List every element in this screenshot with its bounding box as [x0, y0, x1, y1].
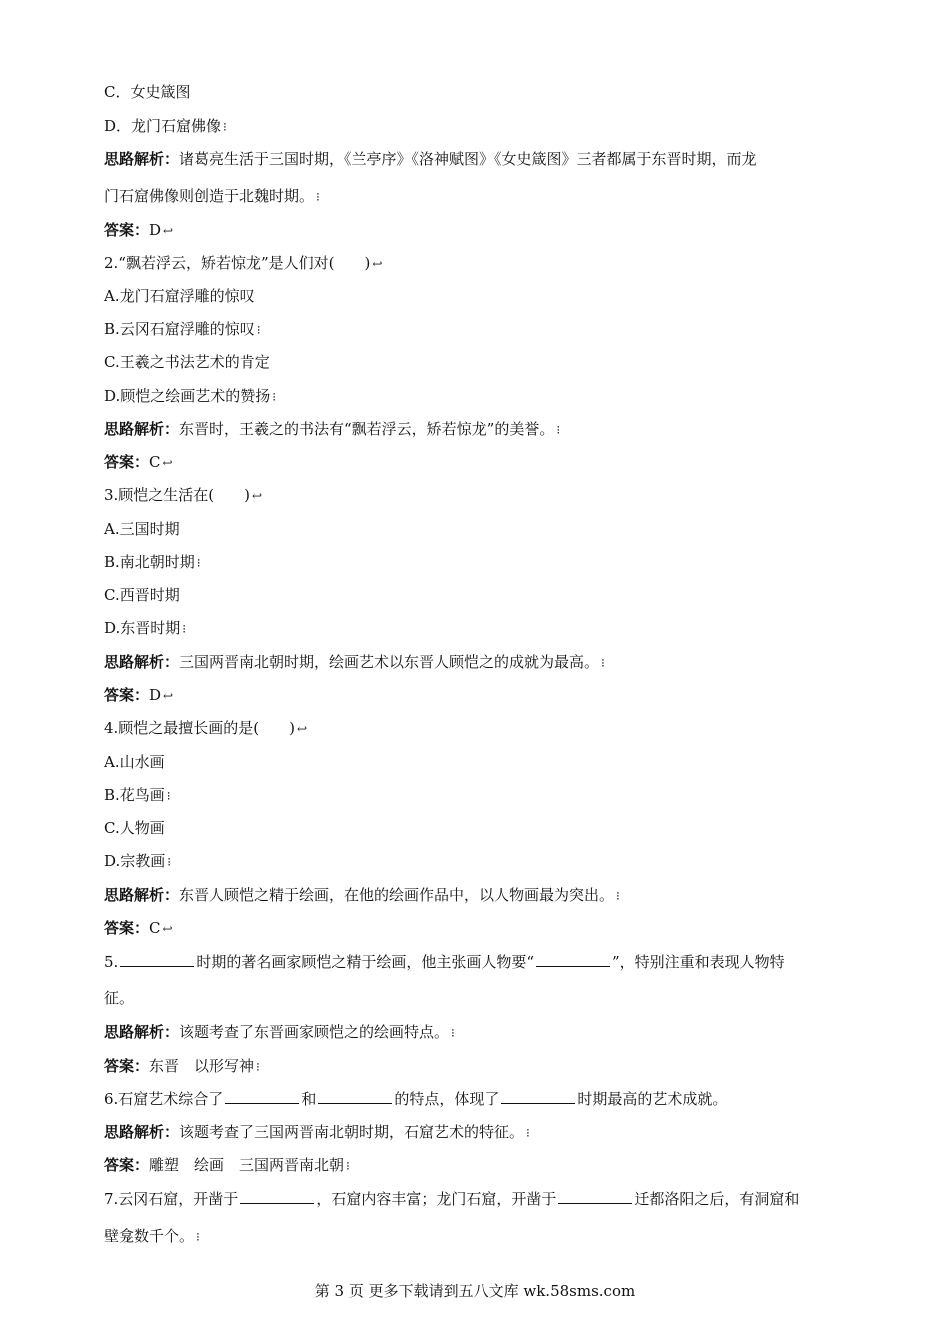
- return-mark-icon: ↩: [252, 489, 263, 503]
- paragraph-mark-icon: ⁝: [451, 1026, 455, 1040]
- q6-stem: 6.石窟艺术综合了 和 的特点，体现了 时期最高的艺术成就。: [104, 1090, 728, 1108]
- answer-blank[interactable]: [558, 1189, 632, 1204]
- q7-stem: 7.云冈石窟，开凿于 ，石窟内容丰富；龙门石窟，开凿于 迁都洛阳之后，有洞窟和: [104, 1190, 800, 1208]
- q3-option-b: B.南北朝时期 ⁝: [104, 553, 201, 571]
- q1-answer: 答案：D ↩: [104, 221, 174, 239]
- q2-answer: 答案：C ↩: [104, 453, 173, 471]
- q2-option-b: B.云冈石窟浮雕的惊叹 ⁝: [104, 320, 261, 338]
- q6-analysis: 思路解析：该题考查了三国两晋南北朝时期，石窟艺术的特征。 ⁝: [104, 1123, 530, 1141]
- q3-option-c: C.西晋时期: [104, 586, 180, 604]
- paragraph-mark-icon: ⁝: [223, 120, 227, 134]
- paragraph-mark-icon: ⁝: [556, 423, 561, 437]
- paragraph-mark-icon: ⁝: [196, 1230, 200, 1244]
- answer-blank[interactable]: [318, 1089, 392, 1104]
- paragraph-mark-icon: ⁝: [316, 190, 320, 204]
- q3-option-d: D.东晋时期 ⁝: [104, 619, 187, 637]
- q4-option-d: D.宗教画 ⁝: [104, 852, 172, 870]
- q4-option-c: C.人物画: [104, 819, 165, 837]
- q2-option-c: C.王羲之书法艺术的肯定: [104, 353, 270, 371]
- answer-blank[interactable]: [240, 1189, 314, 1204]
- paragraph-mark-icon: ⁝: [182, 622, 187, 636]
- paragraph-mark-icon: ⁝: [526, 1126, 530, 1140]
- q5-analysis: 思路解析：该题考查了东晋画家顾恺之的绘画特点。 ⁝: [104, 1023, 455, 1041]
- paragraph-mark-icon: ⁝: [196, 556, 201, 570]
- q7-stem-cont: 壁龛数千个。 ⁝: [104, 1227, 200, 1245]
- q2-option-d: D.顾恺之绘画艺术的赞扬 ⁝: [104, 387, 277, 405]
- return-mark-icon: ↩: [163, 689, 174, 703]
- q4-option-b: B.花鸟画 ⁝: [104, 786, 171, 804]
- q2-option-a: A.龙门石窟浮雕的惊叹: [104, 287, 255, 305]
- q1-option-d: D．龙门石窟佛像 ⁝: [104, 117, 227, 135]
- q4-answer: 答案：C ↩: [104, 919, 173, 937]
- paragraph-mark-icon: ⁝: [616, 889, 620, 903]
- q3-answer: 答案：D ↩: [104, 686, 174, 704]
- answer-blank[interactable]: [225, 1089, 299, 1104]
- q6-answer: 答案：雕塑 绘画 三国两晋南北朝 ⁝: [104, 1156, 350, 1174]
- q1-analysis-cont: 门石窟佛像则创造于北魏时期。 ⁝: [104, 187, 320, 205]
- paragraph-mark-icon: ⁝: [272, 390, 277, 404]
- return-mark-icon: ↩: [372, 257, 383, 271]
- q5-answer: 答案：东晋 以形写神 ⁝: [104, 1057, 260, 1075]
- paragraph-mark-icon: ⁝: [601, 656, 605, 670]
- q4-option-a: A.山水画: [104, 753, 165, 771]
- return-mark-icon: ↩: [163, 224, 174, 238]
- page-footer: 第 3 页 更多下载请到五八文库 wk.58sms.com: [314, 1282, 636, 1300]
- return-mark-icon: ↩: [162, 922, 173, 936]
- return-mark-icon: ↩: [162, 456, 173, 470]
- answer-blank[interactable]: [536, 952, 610, 967]
- q2-analysis: 思路解析：东晋时，王羲之的书法有“飘若浮云，矫若惊龙”的美誉。 ⁝: [104, 420, 561, 438]
- q1-option-c: C．女史箴图: [104, 83, 191, 101]
- q5-stem-cont: 征。: [104, 989, 135, 1007]
- q4-analysis: 思路解析：东晋人顾恺之精于绘画，在他的绘画作品中，以人物画最为突出。 ⁝: [104, 886, 620, 904]
- paragraph-mark-icon: ⁝: [166, 789, 171, 803]
- q2-stem: 2.“飘若浮云，矫若惊龙”是人们对( ) ↩: [104, 254, 383, 272]
- answer-blank[interactable]: [501, 1089, 575, 1104]
- return-mark-icon: ↩: [297, 722, 308, 736]
- q4-stem: 4.顾恺之最擅长画的是( ) ↩: [104, 719, 308, 737]
- q5-stem: 5. 时期的著名画家顾恺之精于绘画，他主张画人物要“ ”，特别注重和表现人物特: [104, 953, 785, 971]
- paragraph-mark-icon: ⁝: [346, 1159, 350, 1173]
- q3-stem: 3.顾恺之生活在( ) ↩: [104, 486, 263, 504]
- q1-analysis: 思路解析：诸葛亮生活于三国时期，《兰亭序》《洛神赋图》《女史箴图》三者都属于东晋时期，而龙: [104, 150, 757, 168]
- paragraph-mark-icon: ⁝: [256, 1060, 260, 1074]
- q3-option-a: A.三国时期: [104, 520, 180, 538]
- q3-analysis: 思路解析：三国两晋南北朝时期，绘画艺术以东晋人顾恺之的成就为最高。 ⁝: [104, 653, 605, 671]
- paragraph-mark-icon: ⁝: [167, 855, 172, 869]
- answer-blank[interactable]: [120, 952, 194, 967]
- paragraph-mark-icon: ⁝: [256, 323, 261, 337]
